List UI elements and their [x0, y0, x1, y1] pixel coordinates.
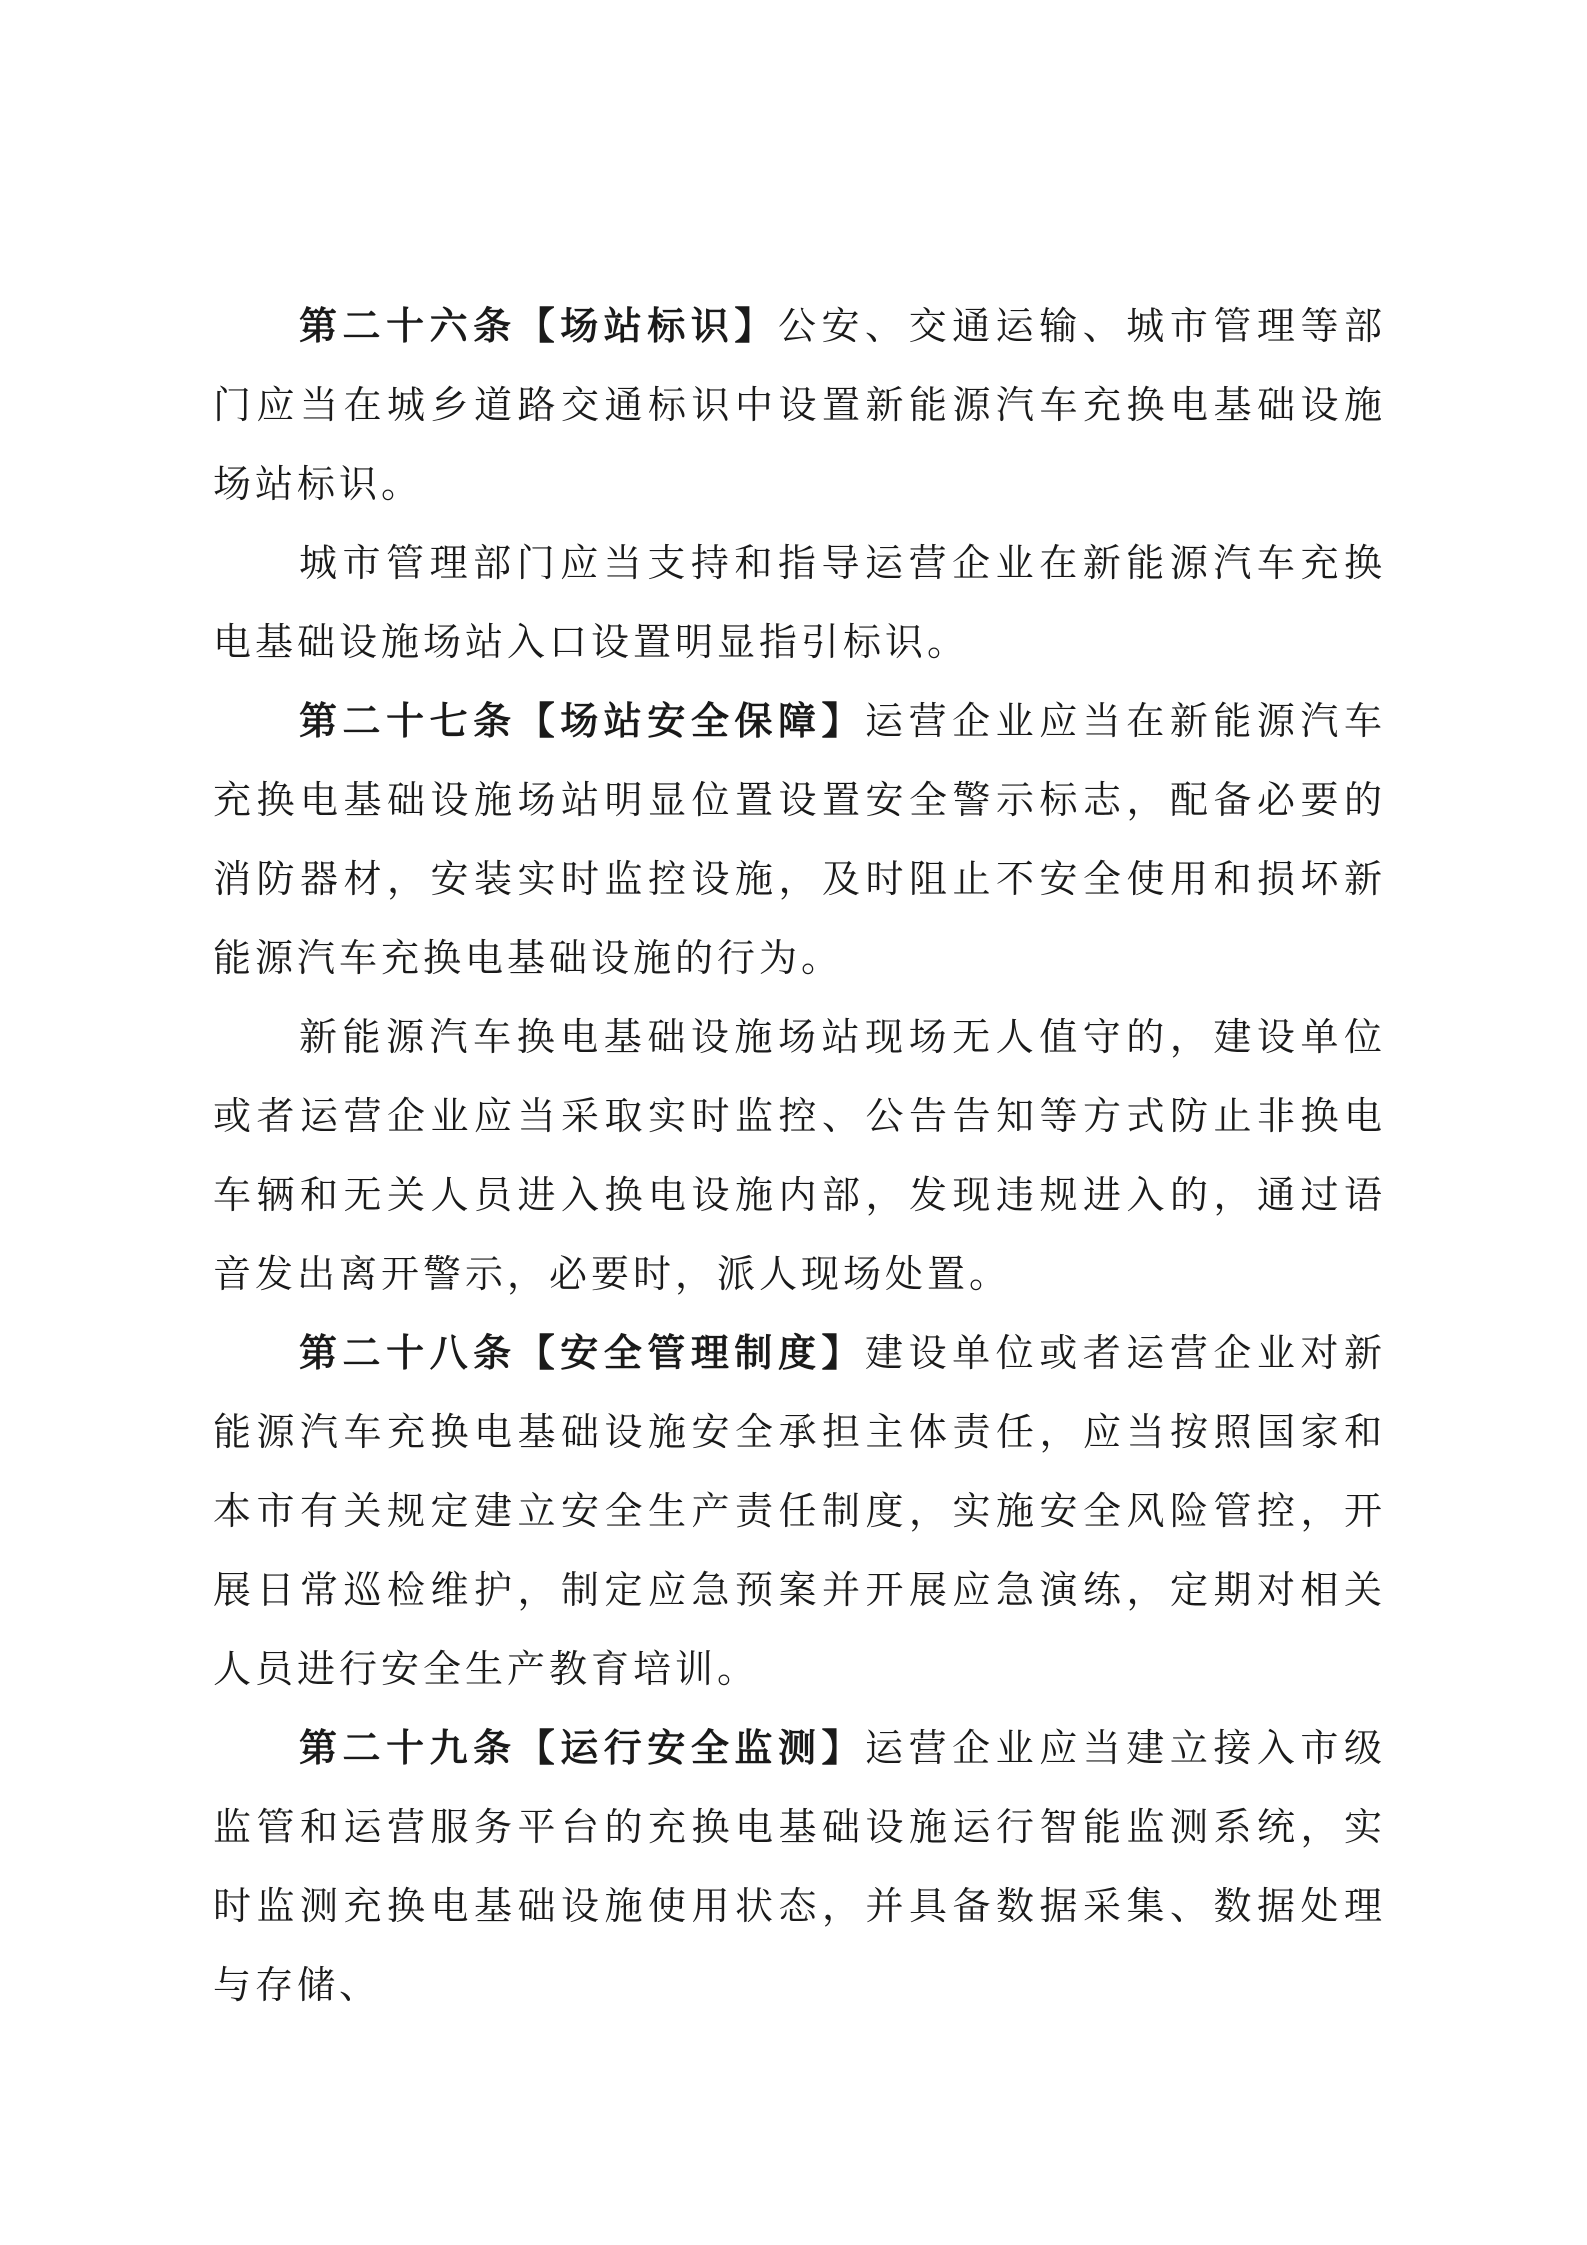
article-26-paragraph-2 [213, 524, 1386, 682]
article-29-paragraph [213, 1709, 1386, 2025]
article-27-text-2: 新能源汽车换电基础设施场站现场无人值守的，建设单位或者运营企业应当采取实时监控、公告告知等方式防止非换电车辆和无关人员进入换电设施内部，发现违规进入的，通过语音发出离开警示，必要时，派人现场处置。 [213, 1015, 1386, 1296]
document-body [213, 287, 1386, 2025]
article-26-paragraph [213, 287, 1386, 524]
article-27-paragraph [213, 682, 1386, 998]
article-27-heading: 第二十七条【场站安全保障】 [299, 699, 866, 743]
article-27-paragraph-2 [213, 998, 1386, 1314]
article-28-text: 建设单位或者运营企业对新能源汽车充换电基础设施安全承担主体责任，应当按照国家和本市有关规定建立安全生产责任制度，实施安全风险管控，开展日常巡检维护，制定应急预案并开展应急演练，定期对相关人员进行安全生产教育培训。 [213, 1331, 1386, 1691]
article-28-paragraph [213, 1314, 1386, 1709]
article-29-heading: 第二十九条【运行安全监测】 [299, 1726, 866, 1770]
article-28-heading: 第二十八条【安全管理制度】 [299, 1331, 866, 1375]
article-26-text: 公安、交通运输、城市管理等部门应当在城乡道路交通标识中设置新能源汽车充换电基础设施场站标识。 [213, 304, 1386, 506]
article-27-text: 运营企业应当在新能源汽车充换电基础设施场站明显位置设置安全警示标志，配备必要的消防器材，安装实时监控设施，及时阻止不安全使用和损坏新能源汽车充换电基础设施的行为。 [213, 699, 1386, 980]
article-26-heading: 第二十六条【场站标识】 [299, 304, 778, 348]
article-26-text-2: 城市管理部门应当支持和指导运营企业在新能源汽车充换电基础设施场站入口设置明显指引标识。 [213, 541, 1386, 664]
article-29-text: 运营企业应当建立接入市级监管和运营服务平台的充换电基础设施运行智能监测系统，实时监测充换电基础设施使用状态，并具备数据采集、数据处理与存储、 [213, 1726, 1386, 2007]
